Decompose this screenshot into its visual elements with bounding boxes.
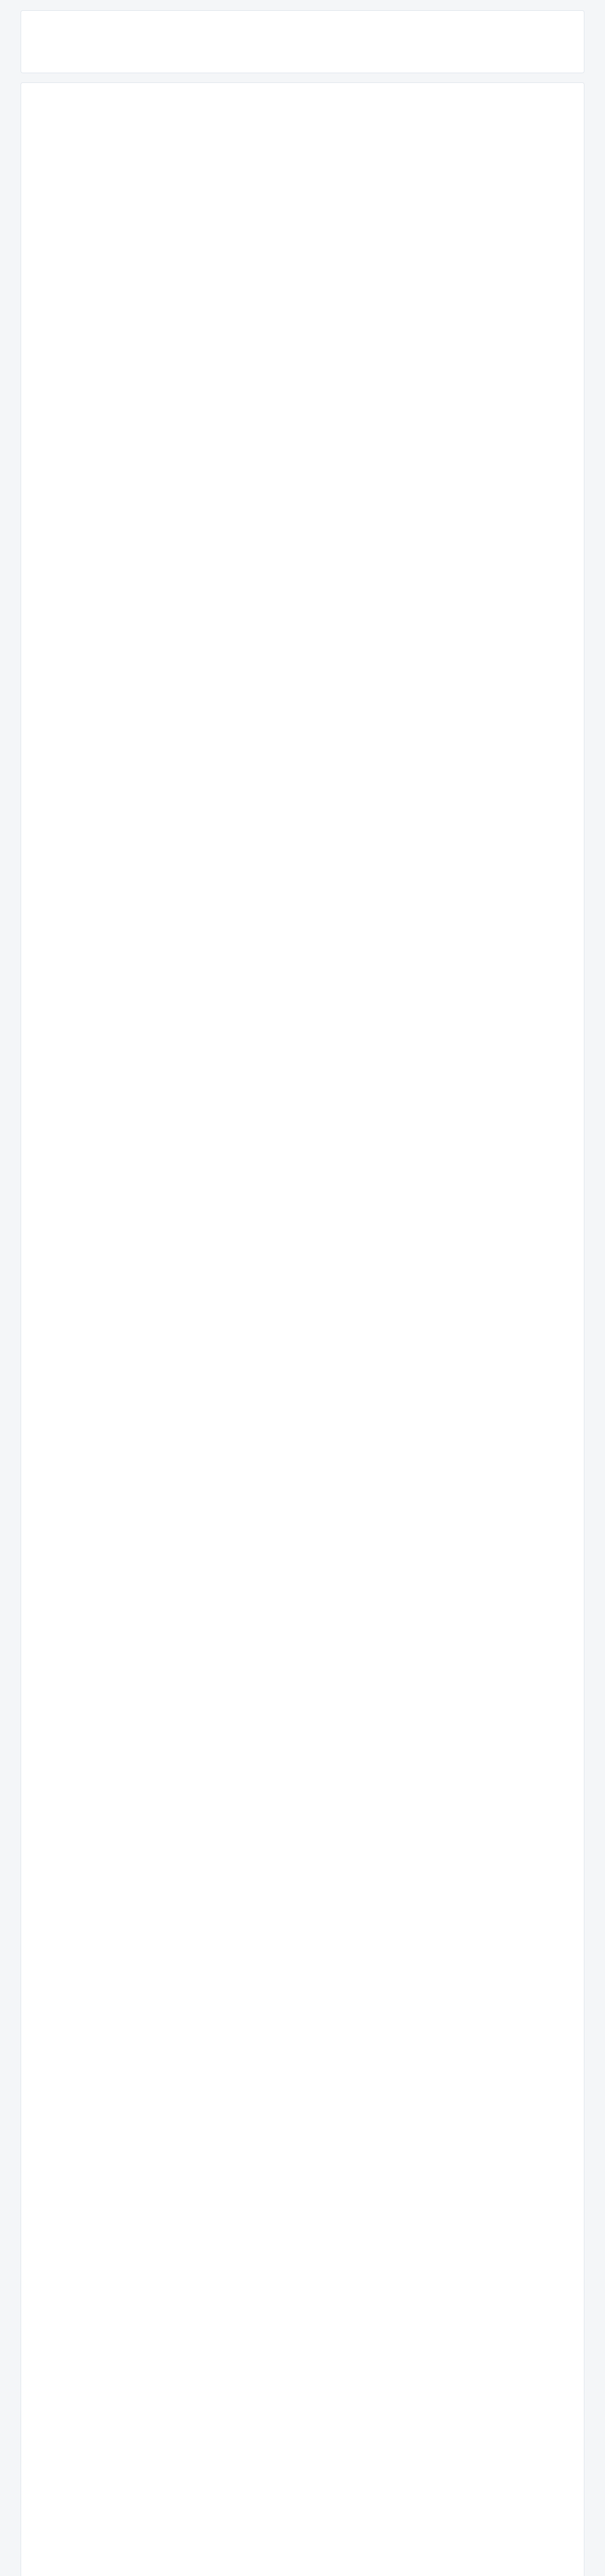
document-body (21, 82, 584, 2576)
document-header (21, 10, 584, 73)
